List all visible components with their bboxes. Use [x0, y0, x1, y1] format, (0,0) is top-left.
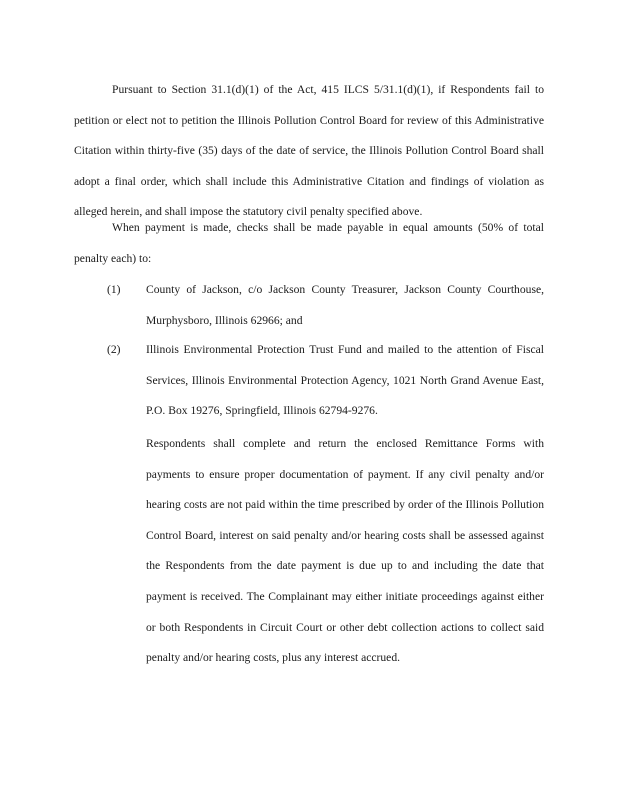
paragraph-remittance-forms: Respondents shall complete and return the enclosed Remittance Forms with payments to ensure proper documentation of payment. If any civil penalty and/or hearing costs are not paid within the time prescribed by order of the Illinois Pollution Control Board, interest on said penalty and/or hearing costs shall be assessed against the Respondents from the date payment is due up to and including the date that payment is received. The Complainant may either initiate proceedings against either or both Respondents in Circuit Court or other debt collection actions to collect said penalty and/or hearing costs, plus any interest accrued. [146, 437, 544, 665]
list-item [107, 275, 544, 336]
list-item-number: (1) [107, 283, 121, 296]
list-item-text: County of Jackson, c/o Jackson County Treasurer, Jackson County Courthouse, Murphysboro, Illinois 62966; and [146, 283, 544, 327]
list-item-number: (2) [107, 343, 121, 356]
list-item-text: Illinois Environmental Protection Trust Fund and mailed to the attention of Fiscal Services, Illinois Environmental Protection Agency, 1021 North Grand Avenue East, P.O. Box 19276, Springfield, Illinois 62794-9276. [146, 343, 544, 418]
paragraph-payment-instructions: When payment is made, checks shall be made payable in equal amounts (50% of total penalty each) to: [74, 221, 544, 265]
paragraph-failure-to-petition: Pursuant to Section 31.1(d)(1) of the Act, 415 ILCS 5/31.1(d)(1), if Respondents fail to petition or elect not to petition the Illinois Pollution Control Board for review of this Administrative Citation within thirty-five (35) days of the date of service, the Illinois Pollution Control Board shall adopt a final order, which shall include this Administrative Citation and findings of violation as alleged herein, and shall impose the statutory civil penalty specified above. [74, 83, 544, 219]
list-item [107, 335, 544, 427]
